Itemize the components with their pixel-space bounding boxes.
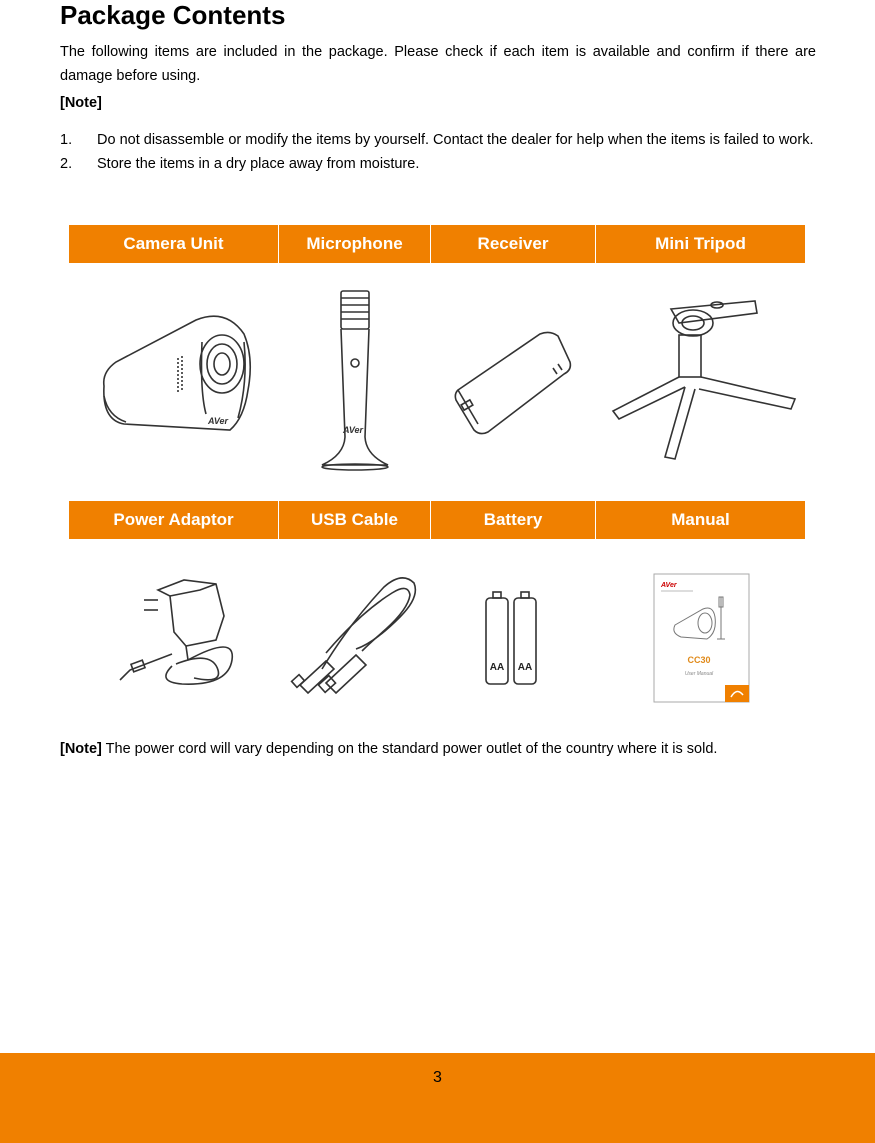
footnote-text: The power cord will vary depending on the standard power outlet of the country where it is sold. — [101, 741, 718, 757]
page-number: 3 — [433, 1069, 442, 1086]
list-item — [60, 128, 820, 152]
manual-model: CC30 — [687, 655, 711, 665]
usb-cable-image — [290, 573, 420, 695]
notes-list — [60, 128, 820, 176]
manual-image — [653, 573, 750, 703]
header-receiver: Receiver — [431, 225, 596, 263]
camera-unit-image — [98, 312, 254, 438]
intro-paragraph: The following items are included in the package. Please check if each item is available and confirm if there are damage before using. — [60, 44, 816, 84]
footnote — [60, 739, 717, 759]
list-item — [60, 152, 820, 176]
receiver-image — [452, 328, 574, 436]
header-battery: Battery — [431, 501, 596, 539]
microphone-image — [318, 287, 392, 471]
header-power-adaptor: Power Adaptor — [69, 501, 279, 539]
footnote-label: [Note] — [60, 741, 102, 757]
page-title: Package Contents — [60, 0, 286, 30]
list-item-number: 2. — [60, 156, 73, 172]
header-camera-unit: Camera Unit — [69, 225, 279, 263]
list-item-number: 1. — [60, 132, 73, 148]
header-microphone: Microphone — [279, 225, 431, 263]
battery-image — [484, 590, 540, 686]
list-item-text: Do not disassemble or modify the items by yourself. Contact the dealer for help when the items is failed to work. — [97, 132, 814, 148]
header-manual: Manual — [671, 510, 730, 529]
battery-label: AA — [489, 662, 505, 673]
page-footer — [0, 1053, 875, 1143]
contents-header-row-2 — [69, 501, 805, 539]
header-mini-tripod: Mini Tripod — [655, 234, 746, 253]
mini-tripod-image — [605, 291, 801, 463]
note-label: [Note] — [60, 95, 102, 111]
battery-label: AA — [517, 662, 533, 673]
list-item-text: Store the items in a dry place away from moisture. — [97, 156, 420, 172]
power-adaptor-image — [112, 574, 242, 690]
svg-text:AVer: AVer — [208, 416, 229, 426]
contents-header-row-1 — [69, 225, 805, 263]
manual-subtitle: User Manual — [684, 671, 714, 677]
svg-text:AVer: AVer — [343, 425, 364, 435]
svg-text:AVer: AVer — [661, 582, 677, 589]
header-usb-cable: USB Cable — [279, 501, 431, 539]
